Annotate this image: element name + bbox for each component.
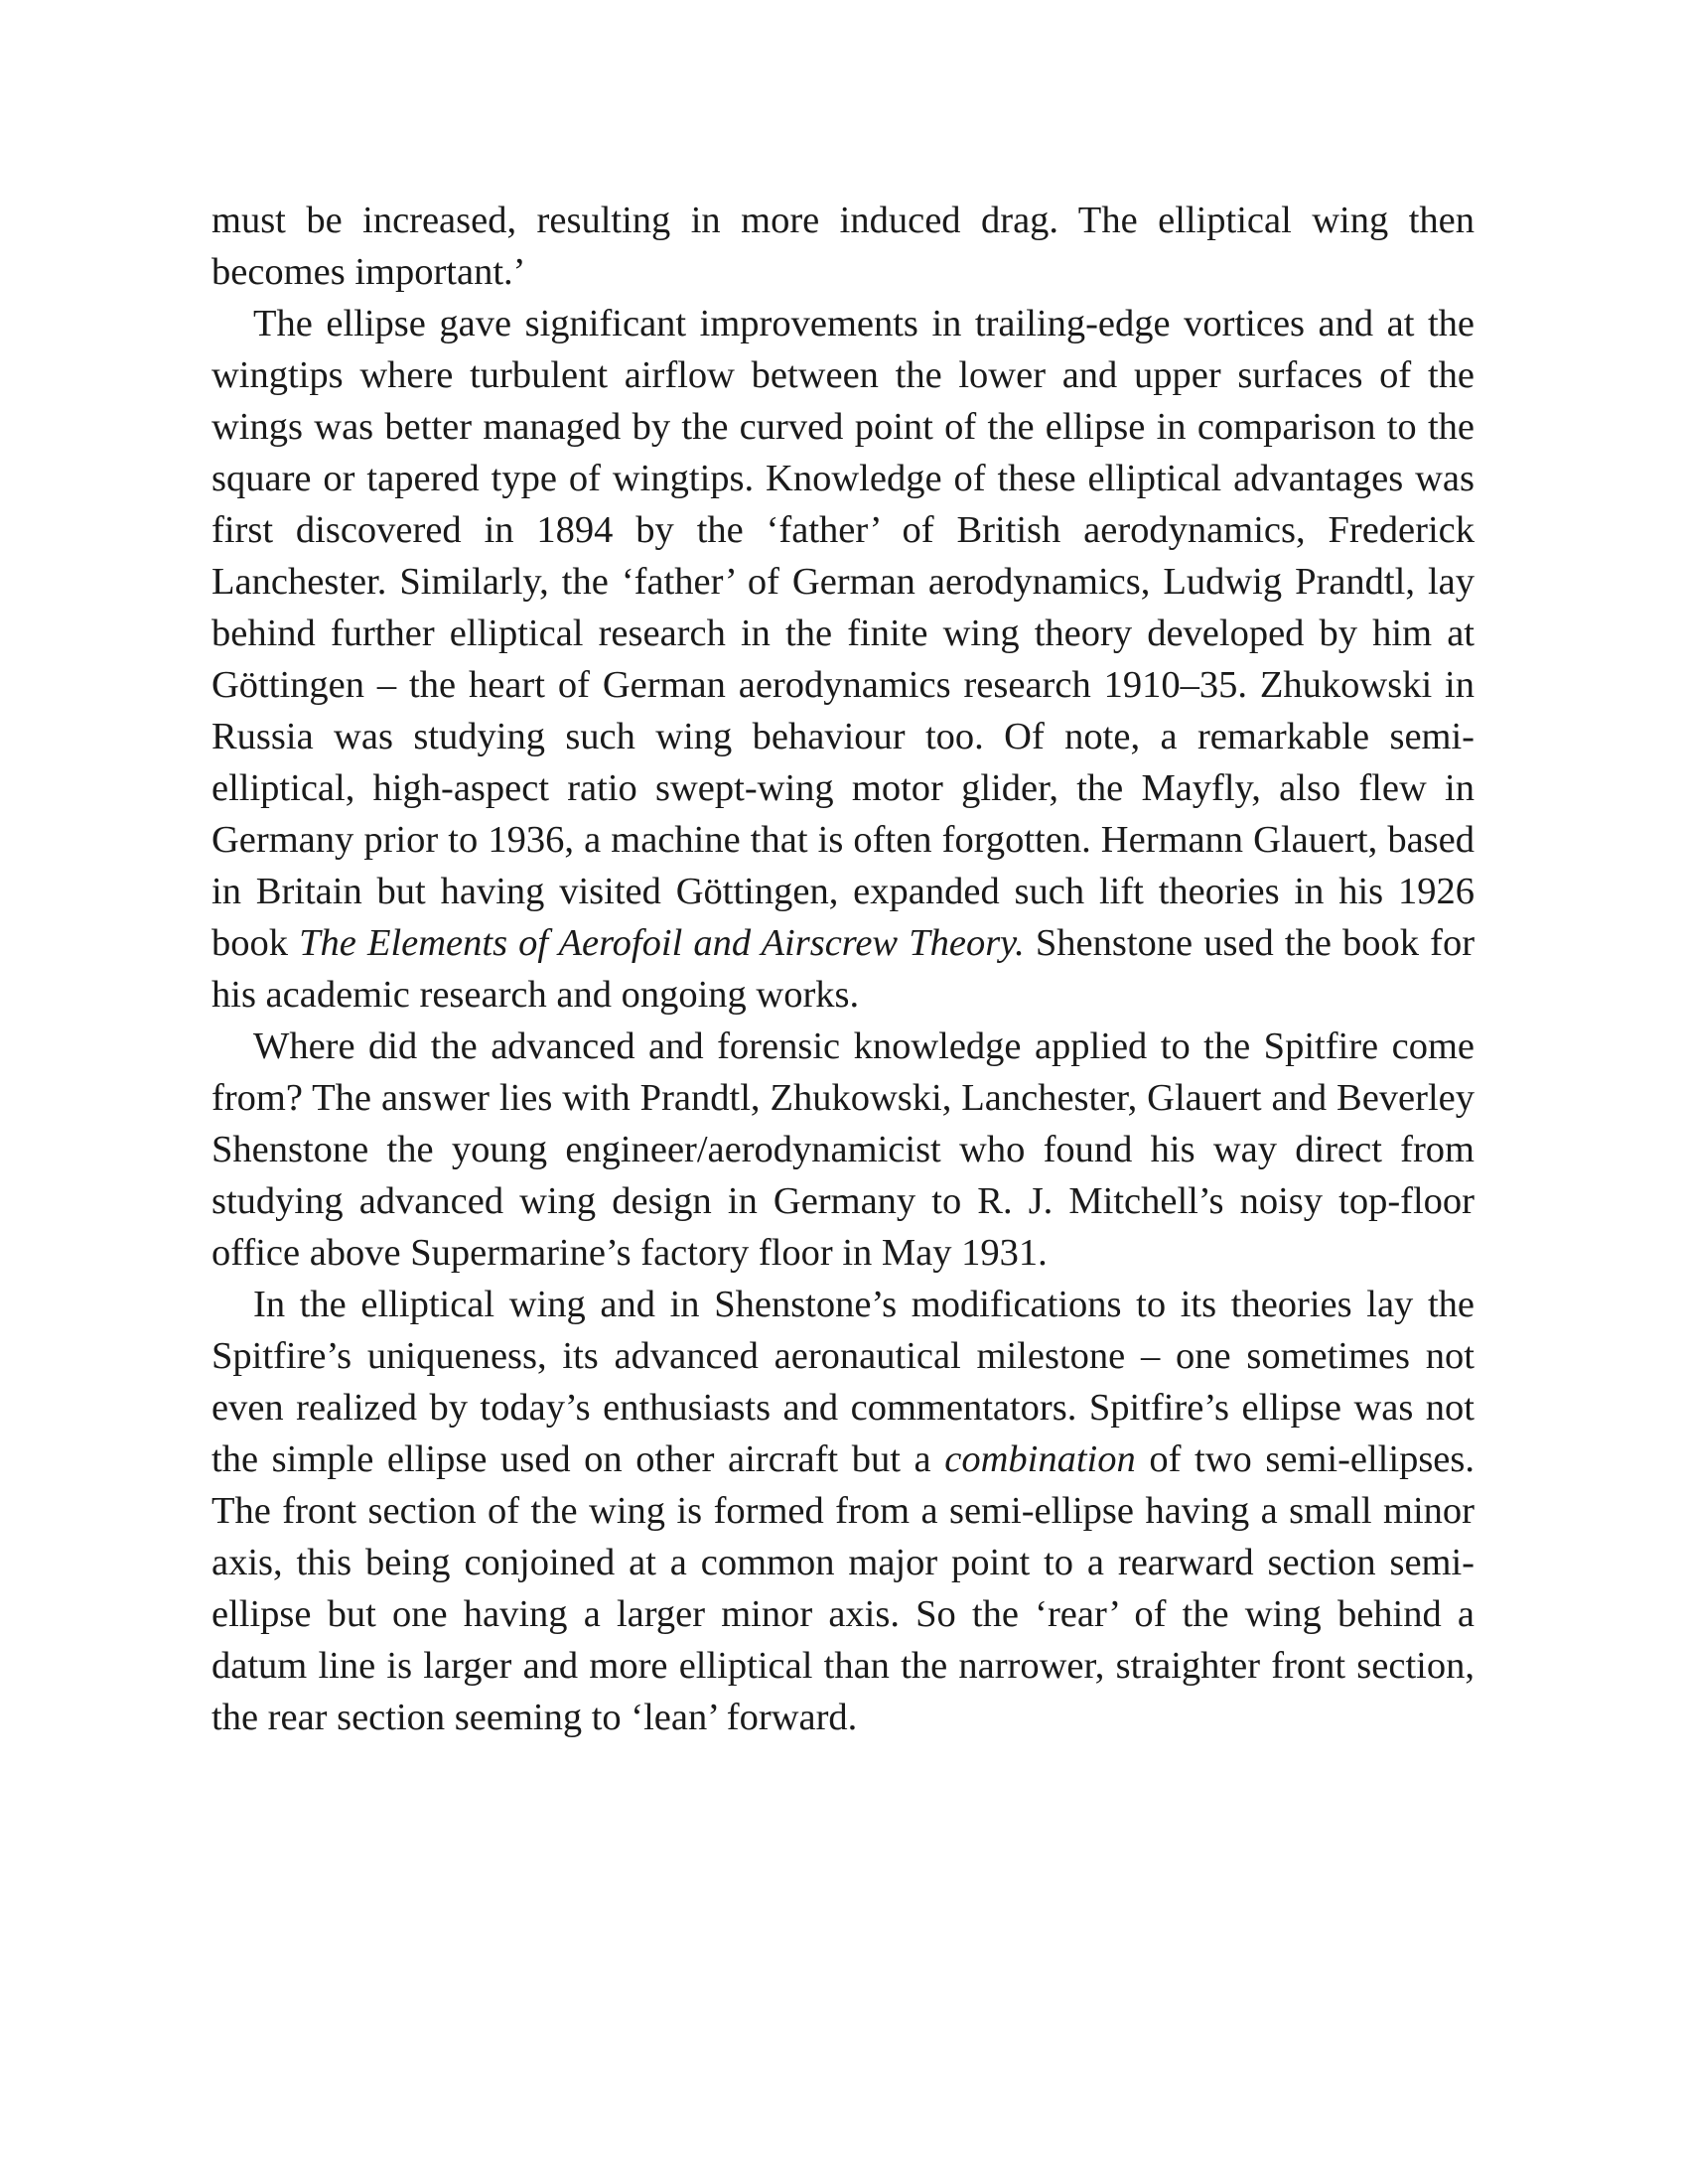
paragraph-2-text-a: The ellipse gave significant improvements in trailing-edge vortices and at the wingtips where turbulent airflow between the lower and upper surfaces of the wings was better managed by the curved point of the ellipse in comparison to the square or tapered type of wingtips. Knowledge of these elliptical advantages was first discovered in 1894 by the ‘father’ of British aerodynamics, Frederick Lanchester. Similarly, the ‘father’ of German aerodynamics, Ludwig Prandtl, lay behind further elliptical research in the finite wing theory developed by him at Göttingen – the heart of German aerodynamics research 1910–35. Zhukowski in Russia was studying such wing behaviour too. Of note, a remarkable semi-elliptical, high-aspect ratio swept-wing motor glider, the Mayfly, also flew in Germany prior to 1936, a machine that is often forgotten. Hermann Glauert, based in Britain but having visited Göttingen, expanded such lift theories in his 1926 book xyxy=(211,303,1475,964)
combination-italic: combination xyxy=(944,1438,1136,1480)
paragraph-2-text-b: Shenstone used the book for his academic research and ongoing works. xyxy=(211,922,1476,1016)
paragraph-1 xyxy=(211,195,1475,298)
paragraph-1-text: must be increased, resulting in more induced drag. The elliptical wing then becomes important.’ xyxy=(211,200,1475,293)
book-title-italic: The Elements of Aerofoil and Airscrew Theory. xyxy=(299,922,1025,964)
paragraph-4-text-b: of two semi-ellipses. The front section of the wing is formed from a semi-ellipse having a small minor axis, this being conjoined at a common major point to a rearward section semi-ellipse but one having a larger minor axis. So the ‘rear’ of the wing behind a datum line is larger and more elliptical than the narrower, straighter front section, the rear section seeming to ‘lean’ forward. xyxy=(211,1438,1475,1738)
page-body xyxy=(211,195,1475,1743)
paragraph-3-text: Where did the advanced and forensic knowledge applied to the Spitfire come from? The answer lies with Prandtl, Zhukowski, Lanchester, Glauert and Beverley Shenstone the young engineer/aerodynamicist who found his way direct from studying advanced wing design in Germany to R. J. Mitchell’s noisy top-floor office above Supermarine’s factory floor in May 1931. xyxy=(211,1025,1475,1274)
paragraph-3 xyxy=(211,1021,1475,1279)
paragraph-4 xyxy=(211,1279,1475,1743)
paragraph-4-text-a: In the elliptical wing and in Shenstone’s modifications to its theories lay the Spitfire’s uniqueness, its advanced aeronautical milestone – one sometimes not even realized by today’s enthusiasts and commentators. Spitfire’s ellipse was not the simple ellipse used on other aircraft but a xyxy=(211,1284,1475,1480)
paragraph-2 xyxy=(211,298,1475,1021)
